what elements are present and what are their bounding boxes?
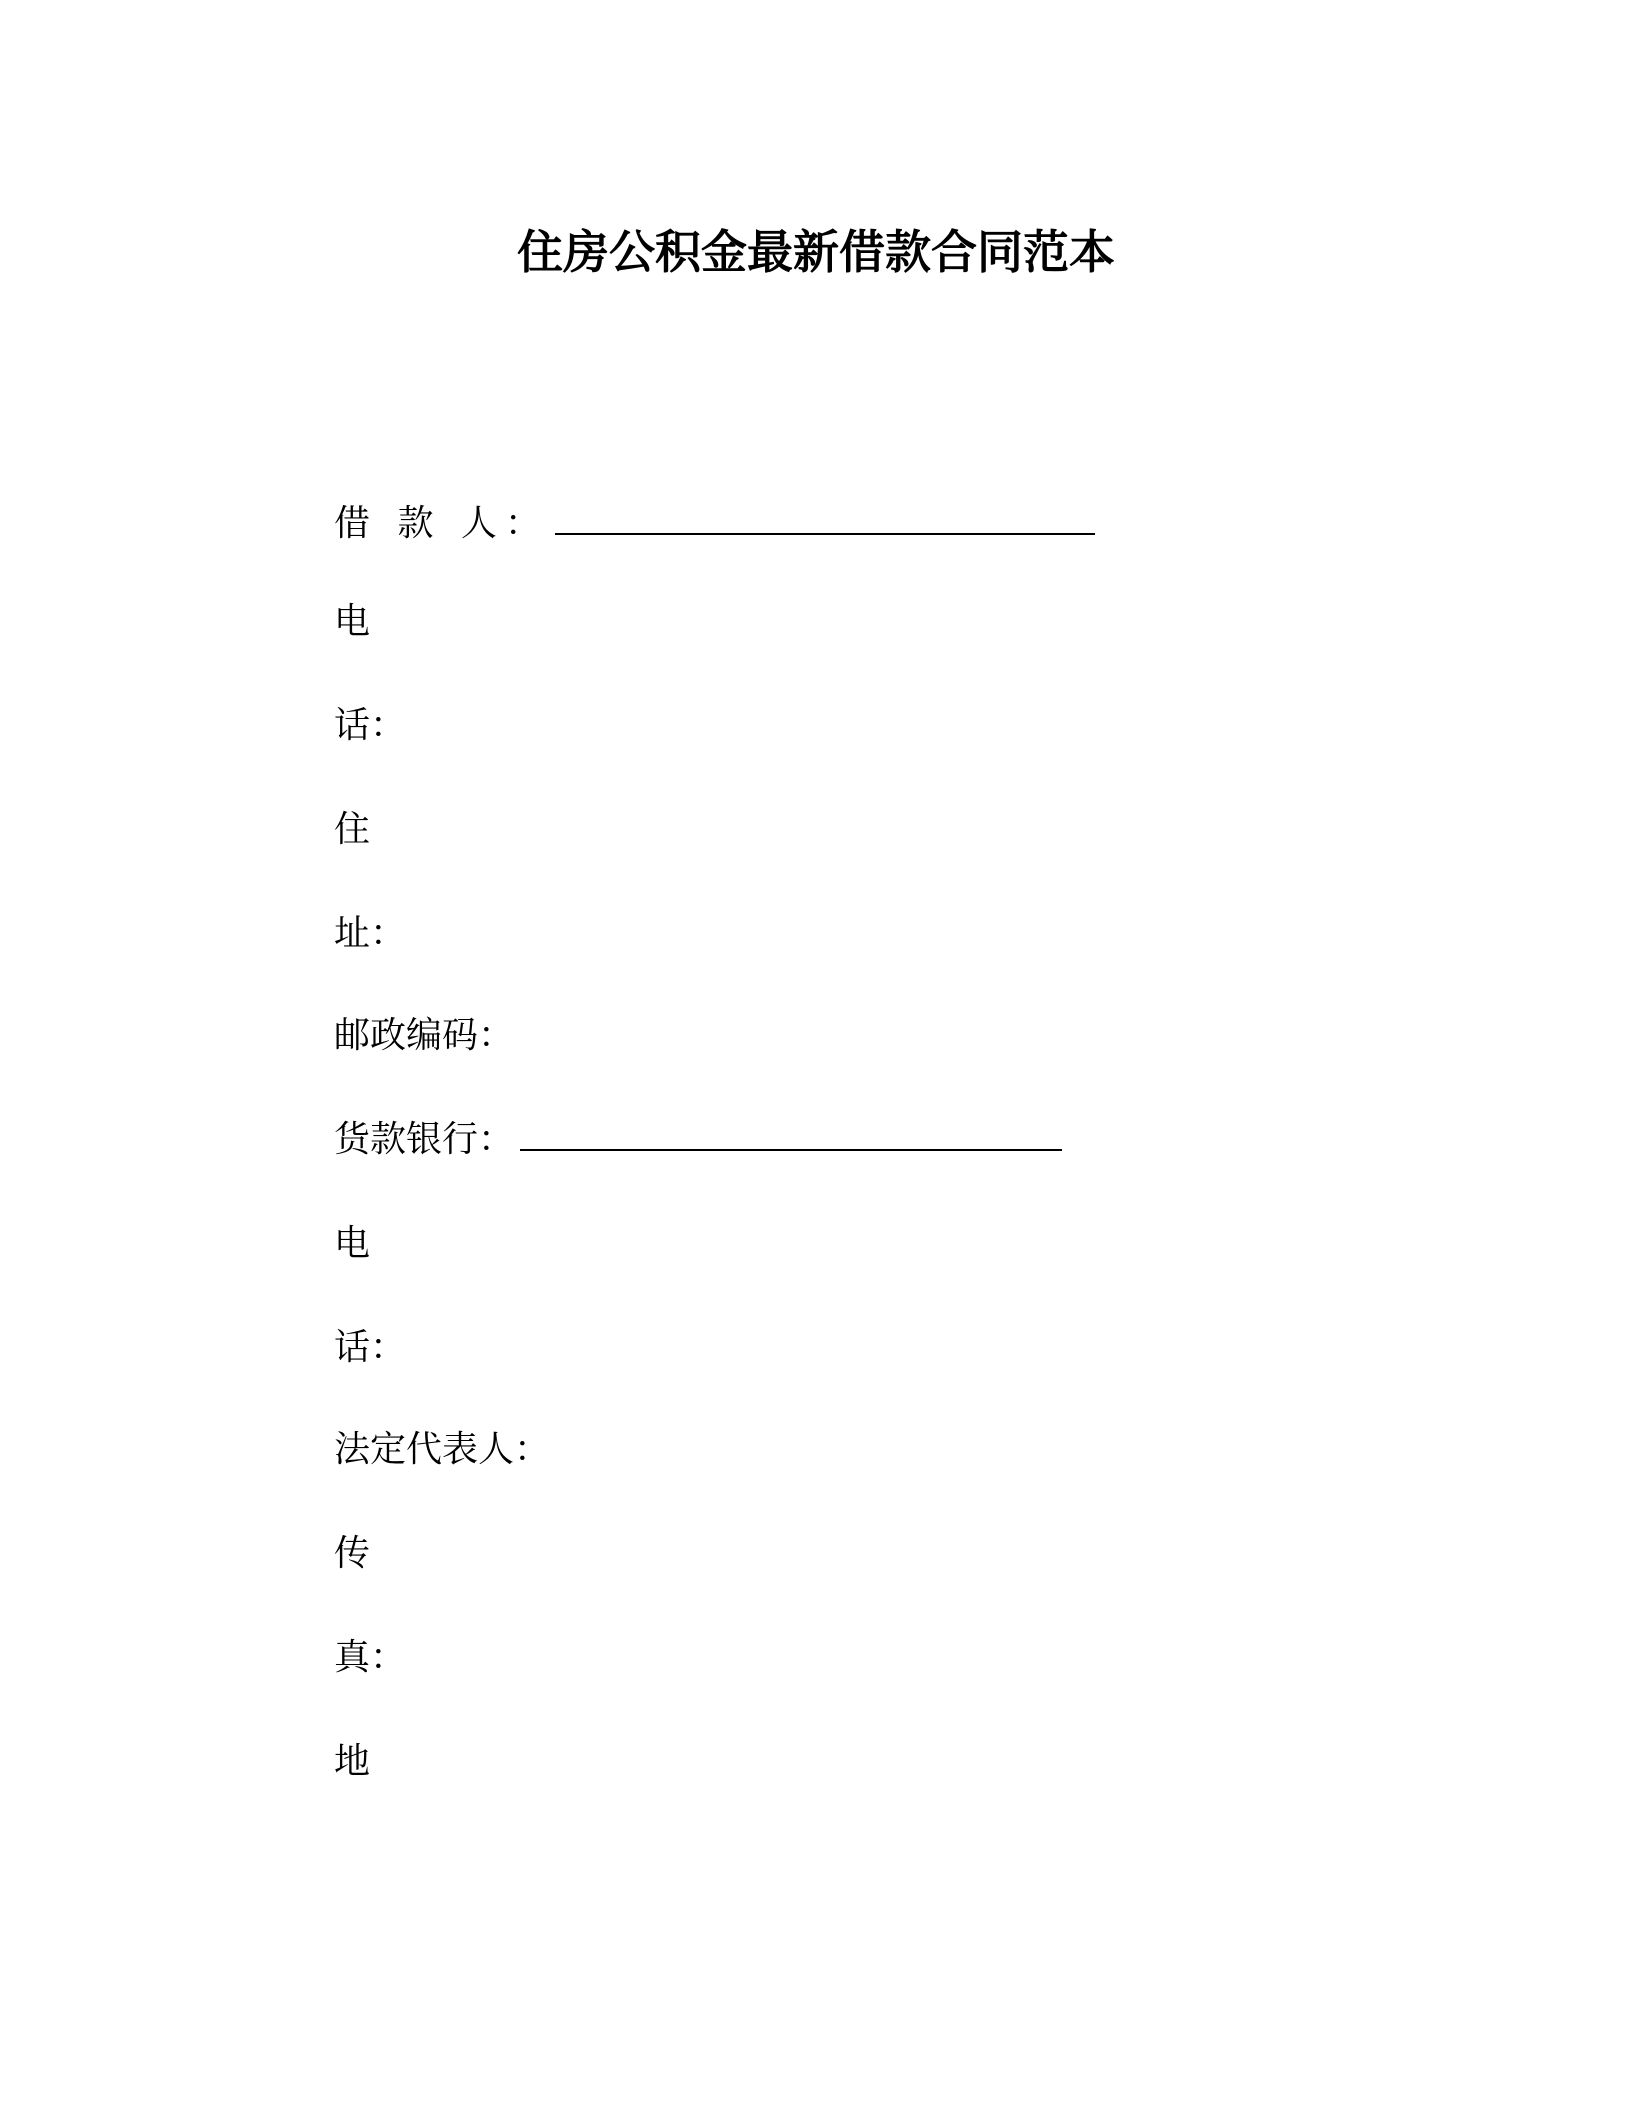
location-label-part1: 地 <box>334 1741 371 1782</box>
legal-representative-label: 法定代表人： <box>334 1429 551 1470</box>
fax-label-part2: 真： <box>334 1637 407 1678</box>
postal-code-label: 邮政编码： <box>334 1015 515 1056</box>
bank-phone-label-part2: 话： <box>334 1327 407 1368</box>
address-label-part2: 址： <box>334 913 407 954</box>
borrower-field <box>334 500 1095 548</box>
fax-label-part1: 传 <box>334 1533 371 1574</box>
borrower-label: 借 款 人： <box>334 503 549 544</box>
loan-bank-label: 货款银行： <box>334 1119 515 1160</box>
loan-bank-blank-line <box>520 1119 1062 1151</box>
phone-label-part1: 电 <box>334 601 371 642</box>
document-title: 住房公积金最新借款合同范本 <box>517 225 1115 279</box>
address-label-part1: 住 <box>334 809 371 850</box>
loan-bank-field <box>334 1116 1062 1164</box>
borrower-blank-line <box>555 503 1095 535</box>
bank-phone-label-part1: 电 <box>334 1223 371 1264</box>
phone-label-part2: 话： <box>334 705 407 746</box>
